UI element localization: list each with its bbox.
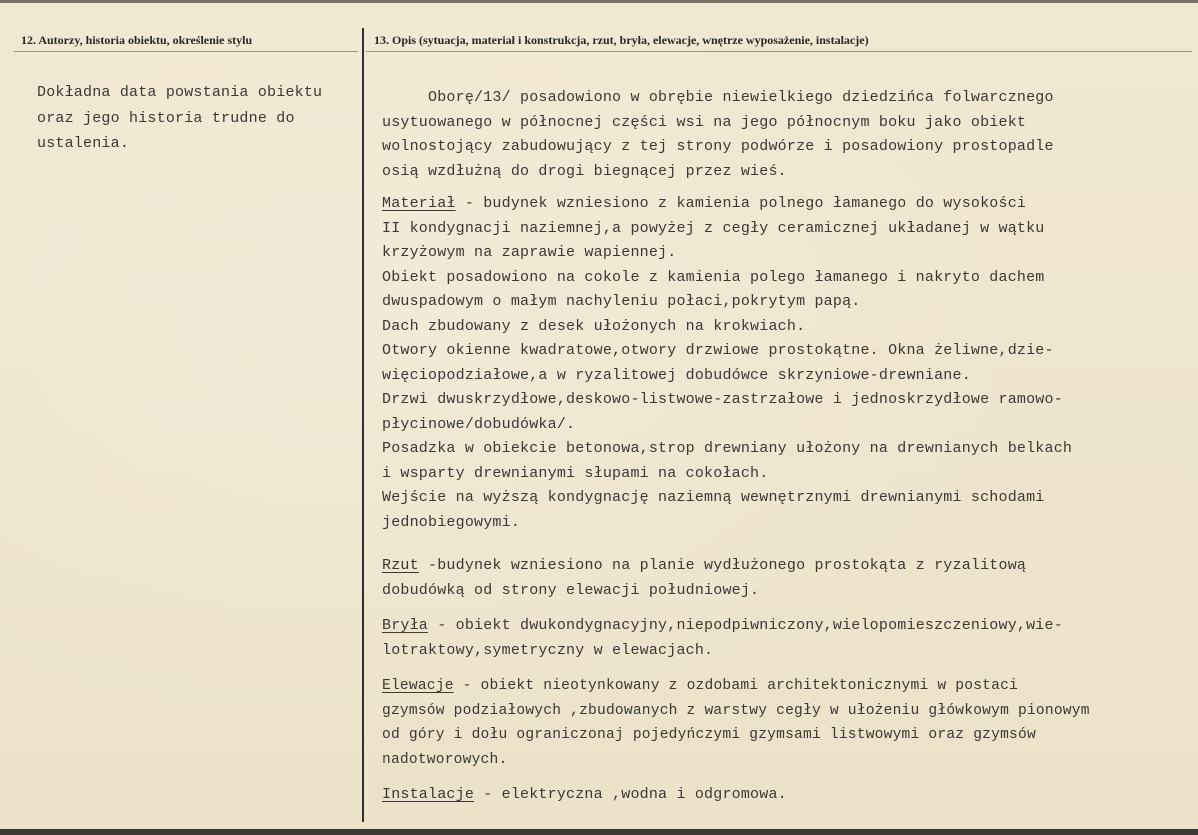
text-line: gzymsów podziałowych ,zbudowanych z warstwy cegły w ułożeniu główkowym pionowym — [382, 702, 1090, 719]
section-12-title: Autorzy, historia obiektu, określenie stylu — [38, 33, 253, 47]
section-13-header — [374, 33, 869, 48]
text-line: Drzwi dwuskrzydłowe,deskowo-listwowe-zastrzałowe i jednoskrzydłowe ramowo- — [382, 391, 1063, 408]
section-13-title: Opis (sytuacja, materiał i konstrukcja, rzut, bryła, elewacje, wnętrze wyposażenie, instalacje) — [392, 33, 869, 47]
material-paragraph — [382, 192, 1072, 535]
rzut-paragraph — [382, 554, 1026, 603]
text-line — [382, 674, 1090, 699]
material-heading: Materiał — [382, 195, 456, 212]
section-12-header — [21, 33, 252, 48]
text-line: wolnostojący zabudowujący z tej strony podwórze i posadowiony prostopadle — [382, 138, 1054, 155]
text-line: i wsparty drewnianymi słupami na cokołach. — [382, 464, 769, 482]
rzut-first-line: -budynek wzniesiono na planie wydłużonego prostokąta z ryzalitową — [418, 557, 1027, 574]
text-line: dobudówką od strony elewacji południowej. — [382, 581, 760, 599]
text-line: Oborę/13/ posadowiono w obrębie niewielkiego dziedzińca folwarcznego — [382, 89, 1054, 106]
text-line: usytuowanego w północnej części wsi na jego północnym boku jako obiekt — [382, 113, 1027, 131]
text-line: Otwory okienne kwadratowe,otwory drzwiowe prostokątne. Okna żeliwne,dzie- — [382, 342, 1054, 359]
text-line: od góry i dołu ograniczonaj pojedyńczymi gzymsami listwowymi oraz gzymsów — [382, 727, 1036, 743]
text-line — [382, 614, 1063, 639]
intro-paragraph — [382, 86, 1054, 184]
text-line: Dach zbudowany z desek ułożonych na krokwiach. — [382, 317, 806, 335]
elewacje-paragraph — [382, 674, 1090, 772]
section-12-number: 12. — [21, 33, 36, 47]
text-line: Obiekt posadowiono na cokole z kamienia polego łamanego i nakryto dachem — [382, 268, 1045, 286]
section-13-header-rule — [366, 51, 1192, 52]
text-line — [382, 783, 787, 808]
text-line: nadotworowych. — [382, 751, 508, 768]
text-line: płycinowe/dobudówka/. — [382, 415, 576, 433]
text-line — [382, 192, 1072, 217]
bryla-heading: Bryła — [382, 617, 429, 634]
material-first-line: - budynek wzniesiono z kamienia polnego łamanego do wysokości — [455, 195, 1027, 212]
text-line — [382, 554, 1026, 579]
text-line: oraz jego historia trudne do — [37, 109, 295, 127]
bottom-border — [0, 829, 1198, 835]
bryla-first-line: - obiekt dwukondygnacyjny,niepodpiwniczony,wielopomieszczeniowy,wie- — [428, 617, 1063, 634]
text-line: jednobiegowymi. — [382, 513, 521, 531]
text-line: Posadzka w obiekcie betonowa,strop drewniany ułożony na drewnianych belkach — [382, 440, 1073, 457]
text-line: Dokładna data powstania obiektu — [37, 84, 323, 101]
text-line: lotraktowy,symetryczny w elewacjach. — [382, 641, 714, 659]
instalacje-heading: Instalacje — [382, 786, 475, 803]
section-13-number: 13. — [374, 33, 389, 47]
rzut-heading: Rzut — [382, 557, 419, 574]
top-border — [0, 0, 1198, 3]
text-line: więciopodziałowe,a w ryzalitowej dobudówce skrzyniowe-drewniane. — [382, 366, 971, 384]
section-12-text — [37, 80, 322, 157]
text-line: Wejście na wyższą kondygnację naziemną wewnętrznymi drewnianymi schodami — [382, 489, 1045, 506]
elewacje-first-line: - obiekt nieotynkowany z ozdobami architektonicznymi w postaci — [453, 678, 1019, 694]
section-12-header-rule — [14, 51, 358, 52]
bryla-paragraph — [382, 614, 1063, 663]
text-line: II kondygnacji naziemnej,a powyżej z cegły ceramicznej układanej w wątku — [382, 219, 1045, 237]
text-line: krzyżowym na zaprawie wapiennej. — [382, 244, 677, 261]
column-divider — [362, 28, 364, 822]
text-line: dwuspadowym o małym nachyleniu połaci,pokrytym papą. — [382, 293, 861, 310]
instalacje-paragraph — [382, 783, 787, 808]
elewacje-heading: Elewacje — [382, 678, 454, 694]
instalacje-first-line: - elektryczna ,wodna i odgromowa. — [474, 786, 787, 803]
text-line: ustalenia. — [37, 135, 130, 152]
text-line: osią wzdłużną do drogi biegnącej przez wieś. — [382, 162, 787, 180]
